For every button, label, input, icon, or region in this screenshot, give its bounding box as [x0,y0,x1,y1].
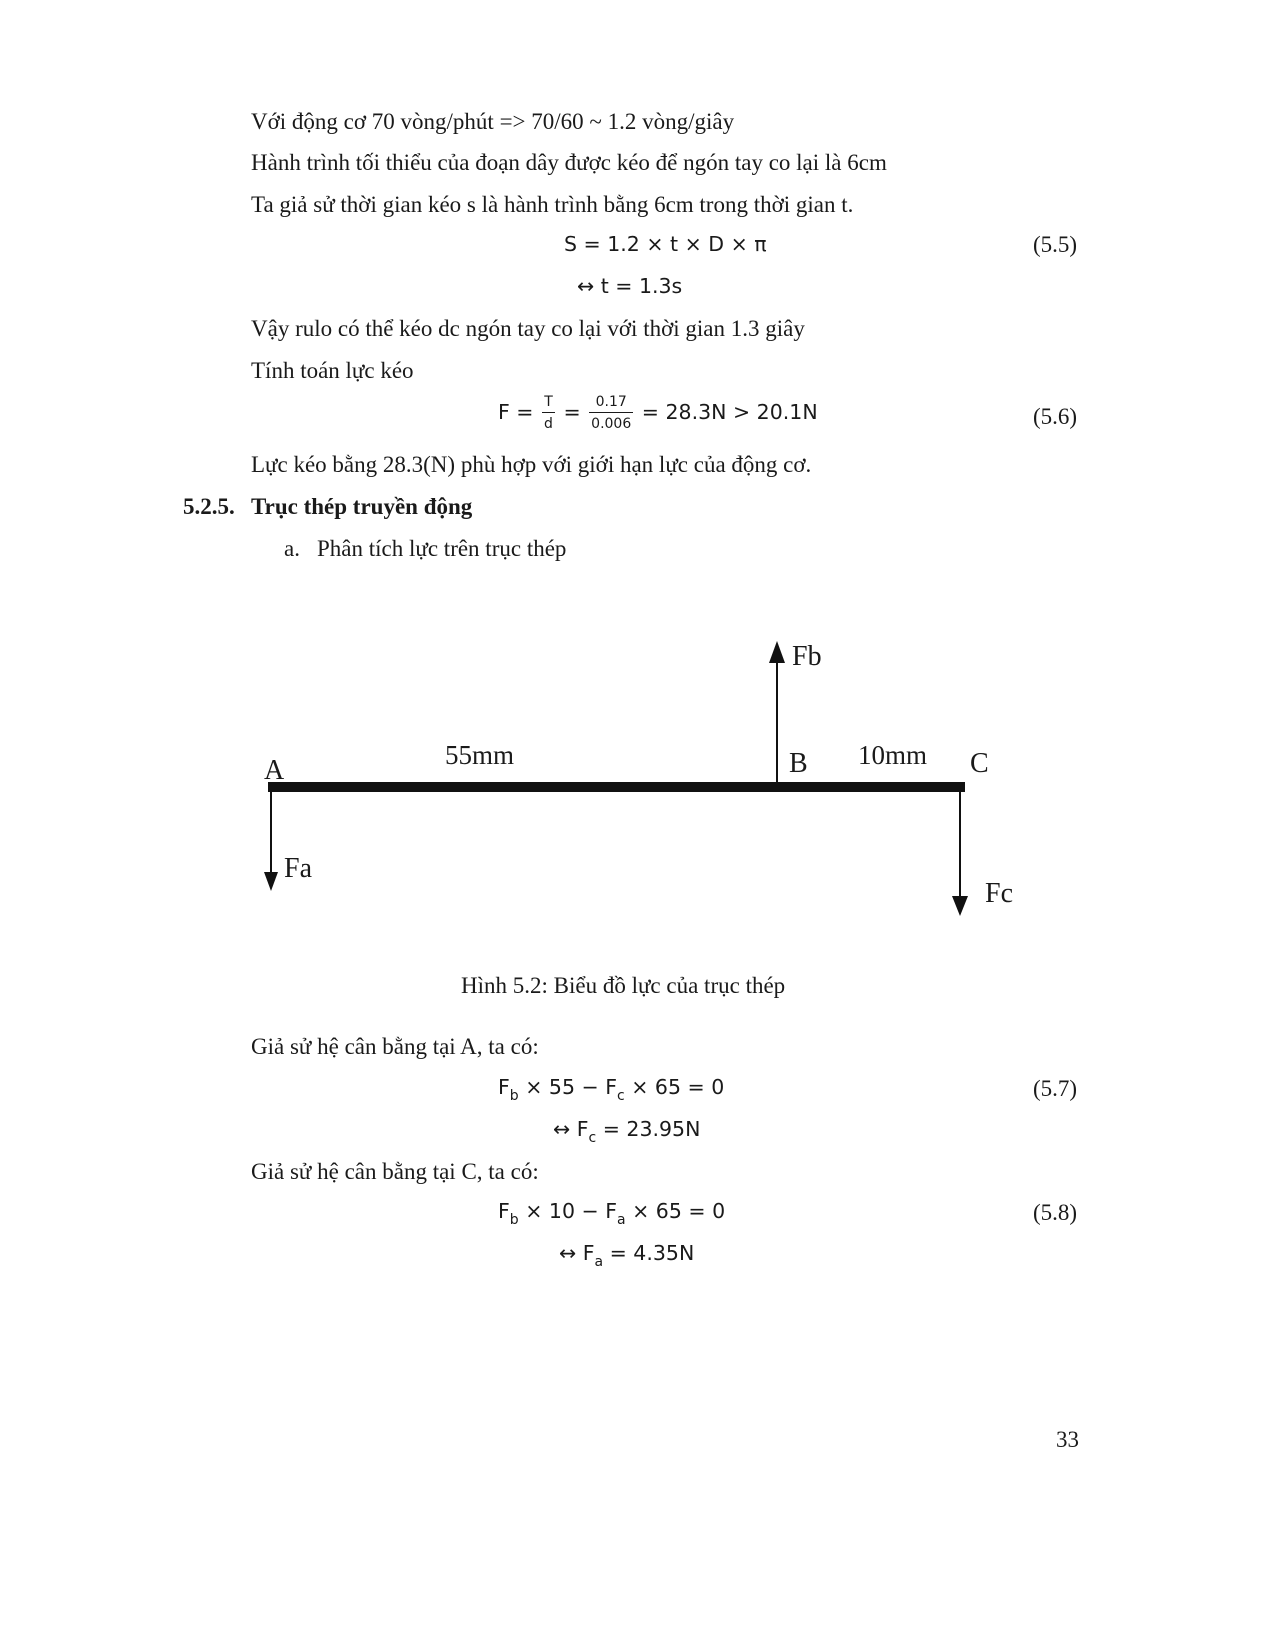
equation-5-5: S = 1.2 × t × D × π [564,232,767,256]
eq-subscript: b [509,1212,519,1228]
fraction-denominator: 0.006 [591,416,632,432]
text-line-min-travel: Hành trình tối thiểu của đoạn dây được kéo để ngón tay co lại là 6cm [251,150,887,175]
eq-subscript: b [509,1088,519,1104]
eq-part: ↔ F [553,1117,589,1141]
list-item-marker: a. [284,536,300,561]
equation-5-7 [498,1075,725,1104]
equation-5-7-result [553,1117,701,1146]
fraction-denominator: d [544,416,553,432]
eq-part: = 4.35N [603,1241,695,1265]
equation-number-5-5: (5.5) [1033,232,1078,257]
length-bc-label: 10mm [858,740,928,770]
point-a-label: A [264,755,285,786]
equation-5-6-rhs: = 28.3N > 20.1N [641,400,818,424]
page-number: 33 [1056,1427,1079,1452]
text-line-equilibrium-a: Giả sử hệ cân bằng tại A, ta có: [251,1034,539,1059]
section-title: Trục thép truyền động [251,494,473,519]
eq-part: × 55 − F [518,1075,617,1099]
force-b-label: Fb [792,641,822,672]
eq-subscript: a [616,1212,626,1228]
eq-part: = 23.95N [596,1117,701,1141]
equation-5-8 [498,1199,726,1228]
text-line-conclusion-time: Vậy rulo có thể kéo dc ngón tay co lại với thời gian 1.3 giây [251,316,805,341]
text-line-force-heading: Tính toán lực kéo [251,358,414,383]
section-number: 5.2.5. [183,494,235,519]
fraction-numerator: 0.17 [589,394,633,413]
point-b-label: B [789,748,808,779]
eq-part: × 65 = 0 [625,1199,726,1223]
point-c-label: C [970,748,989,779]
text-line-force-conclusion: Lực kéo bằng 28.3(N) phù hợp với giới hạn lực của động cơ. [251,452,812,477]
length-ab-label: 55mm [445,740,515,770]
equation-number-5-7: (5.7) [1033,1076,1078,1101]
equation-5-5-result: ↔ t = 1.3s [577,274,683,298]
force-a-arrow-head [264,872,278,891]
equation-5-6-equals: = [563,400,581,424]
eq-subscript: c [616,1088,625,1104]
list-item-text: Phân tích lực trên trục thép [317,536,567,561]
eq-part: ↔ F [559,1241,595,1265]
force-a-label: Fa [284,853,312,884]
text-line-equilibrium-c: Giả sử hệ cân bằng tại C, ta có: [251,1159,539,1184]
force-b-arrow-head [769,641,785,663]
force-c-arrow-head [952,896,968,916]
eq-part: × 65 = 0 [624,1075,725,1099]
eq-part: F [498,1199,510,1223]
equation-number-5-6: (5.6) [1033,404,1078,429]
force-c-label: Fc [985,878,1013,909]
eq-subscript: a [594,1254,604,1270]
equation-number-5-8: (5.8) [1033,1200,1078,1225]
text-line-assumption: Ta giả sử thời gian kéo s là hành trình bằng 6cm trong thời gian t. [251,192,854,217]
equation-5-8-result [559,1241,695,1270]
eq-part: F [498,1075,510,1099]
eq-part: × 10 − F [518,1199,617,1223]
fraction-numerator: T [542,394,555,413]
steel-shaft-beam [268,782,965,792]
equation-5-6-lhs: F = [498,400,534,424]
eq-subscript: c [588,1130,597,1146]
figure-caption: Hình 5.2: Biểu đồ lực của trục thép [461,973,786,998]
text-line-motor-speed: Với động cơ 70 vòng/phút => 70/60 ~ 1.2 vòng/giây [251,109,735,134]
